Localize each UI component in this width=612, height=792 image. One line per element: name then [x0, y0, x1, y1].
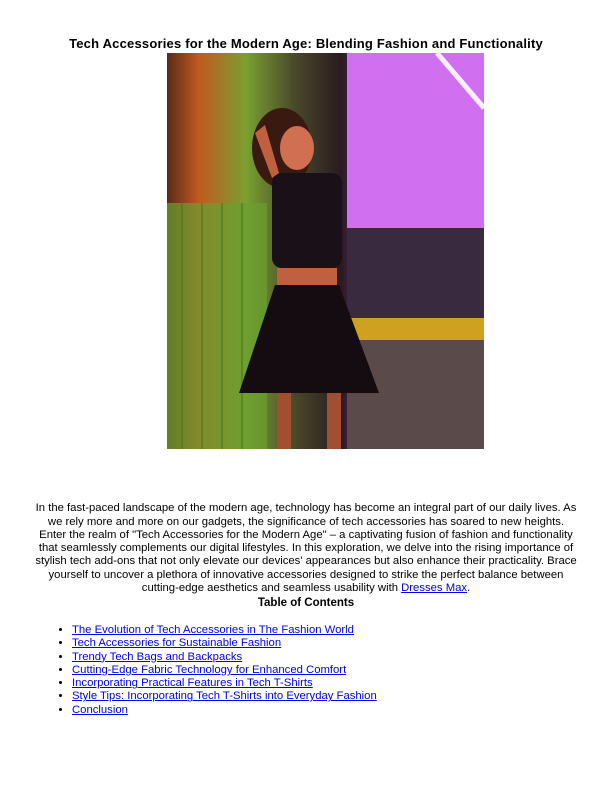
intro-end: . [467, 582, 471, 595]
toc-heading: Table of Contents [257, 597, 355, 609]
toc-link-evolution[interactable]: The Evolution of Tech Accessories in The Fashion World [72, 624, 354, 636]
toc-item [72, 664, 377, 677]
page-title: Tech Accessories for the Modern Age: Blending Fashion and Functionality [69, 36, 543, 51]
toc-link-style-tips[interactable]: Style Tips: Incorporating Tech T-Shirts into Everyday Fashion [72, 690, 377, 703]
toc-item [72, 704, 377, 717]
toc-item [72, 677, 377, 690]
toc-link-bags[interactable]: Trendy Tech Bags and Backpacks [72, 650, 243, 663]
toc-link-practical[interactable]: Incorporating Practical Features in Tech T-Shirts [72, 677, 313, 690]
toc-item [72, 690, 377, 703]
hero-photo [167, 53, 484, 449]
toc-item [72, 624, 377, 637]
dresses-max-link[interactable]: Dresses Max [401, 582, 468, 595]
toc-link-fabric[interactable]: Cutting-Edge Fabric Technology for Enhanced Comfort [72, 663, 347, 676]
toc-item [72, 651, 377, 664]
intro-text: In the fast-paced landscape of the modern age, technology has become an integral part of our daily lives. As we rely more and more on our gadgets, the significance of tech accessories has soared to new heights. Enter the realm of "Tech Accessories for the Modern Age" – a captivating fusion of fashion and functionality that seamlessly complements our digital lifestyles. In this exploration, we delve into the rising importance of stylish tech add-ons that not only elevate our devices' appearances but also enhance their practicality. Brace yourself to uncover a plethora of innovative accessories designed to strike the perfect balance between cutting-edge aesthetics and seamless usability with [35, 502, 577, 595]
toc-list [52, 624, 377, 717]
toc-link-sustainable[interactable]: Tech Accessories for Sustainable Fashion [72, 637, 282, 650]
toc-link-conclusion[interactable]: Conclusion [72, 703, 128, 716]
intro-paragraph [34, 502, 578, 595]
toc-item [72, 637, 377, 650]
